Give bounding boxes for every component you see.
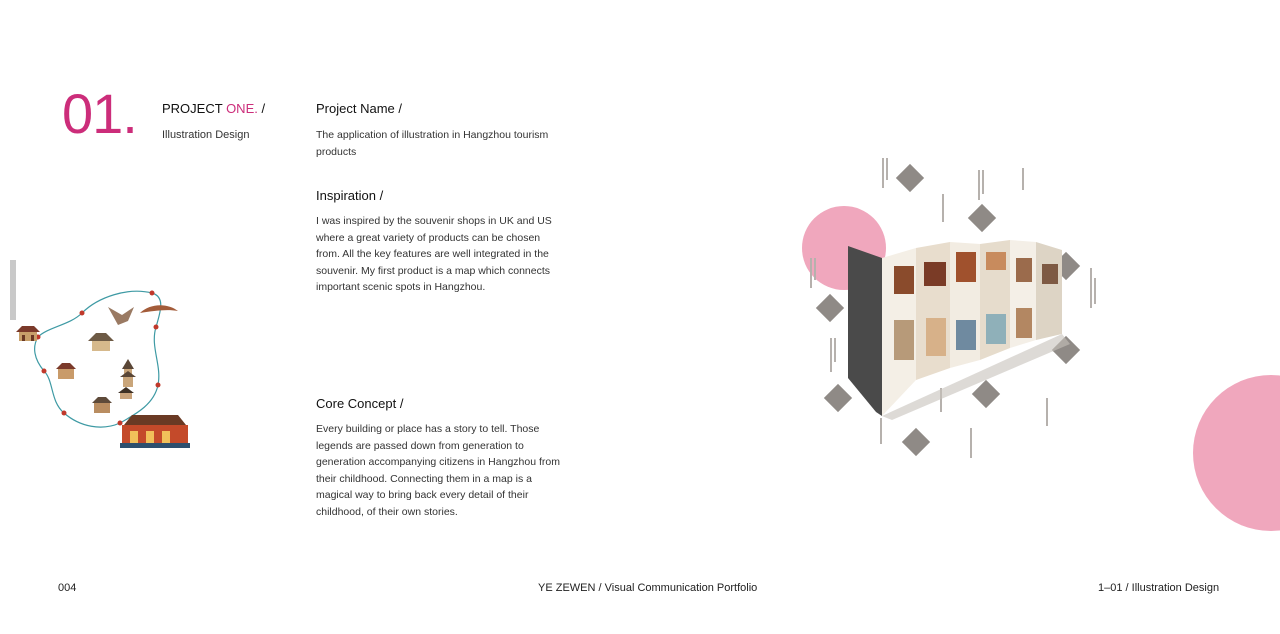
folded-map-product-image: [790, 148, 1120, 468]
project-subtitle: Illustration Design: [162, 129, 250, 141]
project-name-heading: Project Name /: [316, 101, 402, 116]
inspiration-text: I was inspired by the souvenir shops in UK and US where a great variety of products can be chosen from. All the key features are well integrated in the souvenir. My first product is a map which connects important scenic spots in Hangzhou.: [316, 215, 552, 294]
project-label-accent: ONE.: [226, 101, 258, 116]
project-label-suffix: /: [257, 101, 266, 116]
pink-circle-large: [1193, 375, 1280, 531]
project-label-prefix: PROJECT: [162, 101, 227, 116]
inspiration-heading: Inspiration /: [316, 188, 384, 203]
hangzhou-map-illustration: [10, 285, 200, 455]
project-number: 01.: [62, 82, 137, 145]
page-number: 004: [58, 582, 77, 594]
footer-title: / Visual Communication Portfolio: [595, 582, 758, 594]
core-concept-text: Every building or place has a story to tell. Those legends are passed down from generation to generation accompanying citizens in Hangzhou from their childhood. Connecting them in a map is a magical way to bring back every detail of their childhood, of their own stories.: [316, 423, 560, 518]
project-name-text: The application of illustration in Hangzhou tourism products: [316, 129, 549, 158]
footer-section: 1–01 / Illustration Design: [1098, 582, 1220, 594]
footer-portfolio-title: [538, 582, 757, 594]
core-concept-heading: Core Concept /: [316, 396, 404, 411]
footer-author: YE ZEWEN: [538, 582, 596, 594]
project-label: [162, 101, 265, 116]
